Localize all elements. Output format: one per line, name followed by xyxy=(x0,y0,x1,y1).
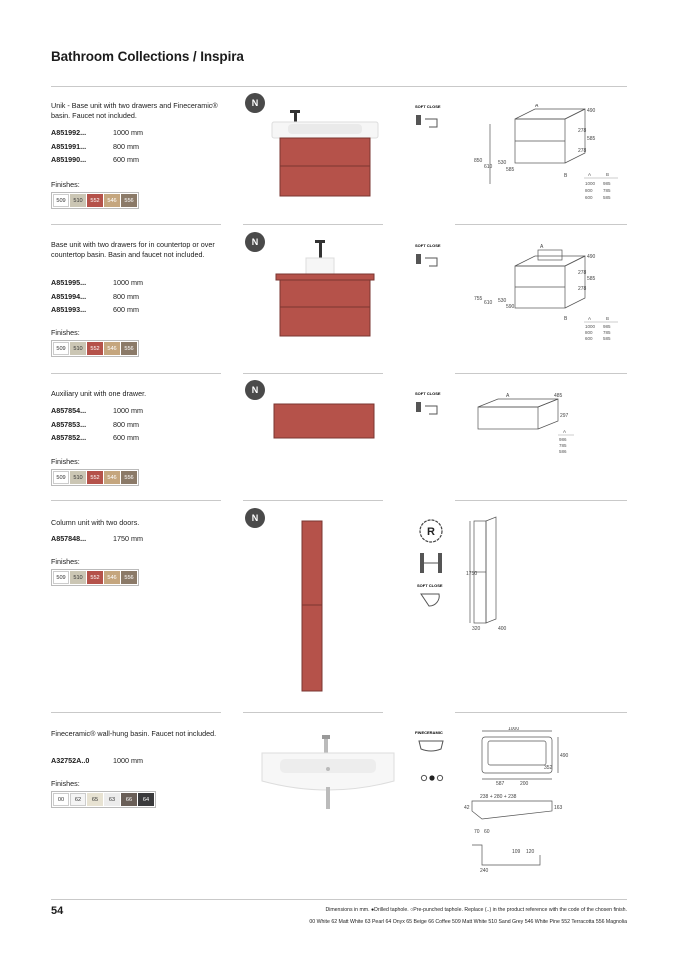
finishes-label: Finishes: xyxy=(51,457,80,466)
svg-text:70: 70 xyxy=(474,829,480,835)
product-codes xyxy=(51,756,143,770)
svg-text:490: 490 xyxy=(587,254,596,260)
product-image-base-unit-basin xyxy=(270,110,380,202)
svg-text:785: 785 xyxy=(603,188,611,193)
finish-swatches xyxy=(51,192,139,209)
finishes-label: Finishes: xyxy=(51,328,80,337)
product-description: Column unit with two doors. xyxy=(51,518,140,527)
svg-text:238 + 280 + 238: 238 + 280 + 238 xyxy=(480,794,517,800)
swatch-00: 00 xyxy=(53,793,69,806)
swatch-556: 556 xyxy=(121,194,137,207)
swatch-546: 546 xyxy=(104,471,120,484)
section-rule xyxy=(455,500,627,501)
svg-text:109: 109 xyxy=(512,849,521,855)
svg-text:SOFT CLOSE: SOFT CLOSE xyxy=(415,243,441,248)
technical-drawing xyxy=(460,104,630,204)
svg-text:B: B xyxy=(606,172,610,177)
code-row: A857853... 800 mm xyxy=(51,419,139,429)
svg-text:SOFT CLOSE: SOFT CLOSE xyxy=(415,104,441,109)
technical-drawing xyxy=(466,515,526,635)
new-badge: N xyxy=(245,508,265,528)
swatch-509: 509 xyxy=(53,571,69,584)
svg-text:A: A xyxy=(588,172,592,177)
section-rule xyxy=(455,373,627,374)
svg-text:985: 985 xyxy=(603,181,611,186)
soft-close-icon xyxy=(415,242,447,277)
svg-text:B: B xyxy=(606,316,610,321)
svg-text:490: 490 xyxy=(560,753,569,759)
finishes-label: Finishes: xyxy=(51,180,80,189)
hinge-icon xyxy=(418,551,444,580)
product-image-wall-hung-basin xyxy=(258,733,398,813)
svg-text:60: 60 xyxy=(484,829,490,835)
svg-text:587: 587 xyxy=(496,781,505,787)
svg-text:120: 120 xyxy=(526,849,535,855)
svg-text:400: 400 xyxy=(498,626,507,632)
svg-text:1000: 1000 xyxy=(585,181,596,186)
new-badge: N xyxy=(245,93,265,113)
product-codes xyxy=(51,534,143,548)
svg-text:600: 600 xyxy=(585,195,593,200)
svg-text:610: 610 xyxy=(484,300,493,306)
svg-text:B: B xyxy=(564,316,568,322)
reversible-icon xyxy=(418,518,444,549)
code-row: A857854... 1000 mm xyxy=(51,406,143,415)
swatch-552: 552 xyxy=(87,194,103,207)
svg-text:585: 585 xyxy=(587,136,596,142)
code-row: A851994... 800 mm xyxy=(51,291,139,301)
svg-text:590: 590 xyxy=(506,304,515,310)
code-row: A851992... 1000 mm xyxy=(51,128,143,137)
svg-text:530: 530 xyxy=(498,298,507,304)
svg-text:1000: 1000 xyxy=(508,727,520,732)
code-row: A32752A..0 1000 mm xyxy=(51,756,143,765)
product-image-base-unit-countertop xyxy=(270,240,380,340)
svg-text:585: 585 xyxy=(603,336,611,341)
finishes-label: Finishes: xyxy=(51,557,80,566)
svg-text:785: 785 xyxy=(559,443,567,448)
finish-swatches xyxy=(51,469,139,486)
svg-text:SOFT CLOSE: SOFT CLOSE xyxy=(417,583,443,588)
product-codes xyxy=(51,406,143,447)
soft-close-icon xyxy=(415,390,447,425)
technical-drawing xyxy=(460,244,630,344)
finish-swatches xyxy=(51,791,156,808)
svg-text:1750: 1750 xyxy=(466,571,478,577)
svg-text:586: 586 xyxy=(559,449,567,454)
svg-text:986: 986 xyxy=(559,437,567,442)
product-description: Fineceramic® wall-hung basin. Faucet not included. xyxy=(51,729,217,738)
product-description: Auxiliary unit with one drawer. xyxy=(51,389,147,398)
svg-text:A: A xyxy=(563,429,567,434)
product-image-auxiliary-unit xyxy=(272,402,378,442)
svg-text:297: 297 xyxy=(560,413,569,419)
swatch-510: 510 xyxy=(70,194,86,207)
svg-text:485: 485 xyxy=(554,393,563,399)
swatch-556: 556 xyxy=(121,342,137,355)
new-badge: N xyxy=(245,232,265,252)
product-description: Unik - Base unit with two drawers and Fineceramic® basin. Faucet not included. xyxy=(51,101,218,120)
svg-text:278: 278 xyxy=(578,286,587,292)
swatch-510: 510 xyxy=(70,571,86,584)
swatch-552: 552 xyxy=(87,471,103,484)
finishes-label: Finishes: xyxy=(51,779,80,788)
svg-text:585: 585 xyxy=(506,167,515,173)
product-codes xyxy=(51,128,143,169)
swatch-509: 509 xyxy=(53,471,69,484)
svg-text:320: 320 xyxy=(472,626,481,632)
svg-text:42: 42 xyxy=(464,805,470,811)
new-badge: N xyxy=(245,380,265,400)
product-image-column-unit xyxy=(300,519,324,693)
section-rule xyxy=(243,373,383,374)
svg-text:278: 278 xyxy=(578,148,587,154)
svg-text:A: A xyxy=(535,104,539,109)
swatch-62: 62 xyxy=(70,793,86,806)
code-row: A851993... 600 mm xyxy=(51,305,139,314)
swatch-64: 64 xyxy=(138,793,154,806)
svg-text:A: A xyxy=(540,244,544,250)
section-rule xyxy=(51,500,221,501)
svg-text:850: 850 xyxy=(474,158,483,164)
svg-text:A: A xyxy=(506,393,510,399)
product-codes xyxy=(51,278,143,319)
swatch-556: 556 xyxy=(121,471,137,484)
code-row: A851991... 800 mm xyxy=(51,141,139,151)
svg-text:600: 600 xyxy=(585,336,593,341)
svg-text:785: 785 xyxy=(603,330,611,335)
section-rule xyxy=(51,373,221,374)
swatch-546: 546 xyxy=(104,342,120,355)
section-rule xyxy=(51,224,221,225)
fineceramic-icon xyxy=(415,729,449,762)
svg-text:800: 800 xyxy=(585,188,593,193)
svg-text:FINECERAMIC: FINECERAMIC xyxy=(415,730,443,735)
svg-text:530: 530 xyxy=(498,160,507,166)
swatch-552: 552 xyxy=(87,342,103,355)
svg-text:278: 278 xyxy=(578,270,587,276)
svg-text:585: 585 xyxy=(587,276,596,282)
svg-text:SOFT CLOSE: SOFT CLOSE xyxy=(415,391,441,396)
soft-close-icon xyxy=(415,103,447,138)
section-rule xyxy=(243,500,383,501)
footer-note: Dimensions in mm. ●Drilled taphole. ○Pre-punched taphole. Replace (..) in the product reference with the code of the chosen finish. xyxy=(325,907,627,913)
svg-text:985: 985 xyxy=(603,324,611,329)
finish-swatches xyxy=(51,569,139,586)
technical-drawing xyxy=(470,393,590,459)
code-row: A857852... 600 mm xyxy=(51,433,139,442)
section-rule xyxy=(243,712,383,713)
svg-text:163: 163 xyxy=(554,805,563,811)
svg-text:200: 200 xyxy=(520,781,529,787)
svg-text:610: 610 xyxy=(484,164,493,170)
swatch-509: 509 xyxy=(53,194,69,207)
svg-text:A: A xyxy=(588,316,592,321)
swatch-546: 546 xyxy=(104,194,120,207)
technical-drawing xyxy=(462,727,627,877)
page-number: 54 xyxy=(51,905,64,917)
swatch-63: 63 xyxy=(104,793,120,806)
svg-text:800: 800 xyxy=(585,330,593,335)
svg-text:585: 585 xyxy=(603,195,611,200)
swatch-65: 65 xyxy=(87,793,103,806)
section-rule xyxy=(455,712,627,713)
svg-text:1000: 1000 xyxy=(585,324,596,329)
svg-text:755: 755 xyxy=(474,296,483,302)
product-description: Base unit with two drawers for in countertop or over countertop basin. Basin and faucet not included. xyxy=(51,240,215,259)
soft-close-icon xyxy=(417,582,447,615)
swatch-510: 510 xyxy=(70,342,86,355)
svg-text:352: 352 xyxy=(544,765,553,771)
finish-legend: 00 White 62 Matt White 63 Pearl 64 Onyx 65 Beige 66 Coffee 509 Matt White 510 Sand Grey 546 White Pine 552 Terracotta 556 Magnolia xyxy=(309,919,627,925)
svg-text:278: 278 xyxy=(578,128,587,134)
svg-text:490: 490 xyxy=(587,108,596,114)
svg-text:R: R xyxy=(427,526,435,538)
section-rule xyxy=(243,224,383,225)
swatch-552: 552 xyxy=(87,571,103,584)
code-row: A851990... 600 mm xyxy=(51,155,139,164)
footer-rule xyxy=(51,899,627,900)
page-title: Bathroom Collections / Inspira xyxy=(51,49,244,64)
swatch-66: 66 xyxy=(121,793,137,806)
header-rule xyxy=(51,86,627,87)
code-row: A857848... 1750 mm xyxy=(51,534,143,543)
svg-text:B: B xyxy=(564,173,568,179)
swatch-546: 546 xyxy=(104,571,120,584)
code-row: A851995... 1000 mm xyxy=(51,278,143,287)
swatch-509: 509 xyxy=(53,342,69,355)
svg-text:240: 240 xyxy=(480,868,489,874)
section-rule xyxy=(51,712,221,713)
finish-swatches xyxy=(51,340,139,357)
swatch-556: 556 xyxy=(121,571,137,584)
taphole-icons xyxy=(420,770,446,788)
swatch-510: 510 xyxy=(70,471,86,484)
section-rule xyxy=(455,224,627,225)
